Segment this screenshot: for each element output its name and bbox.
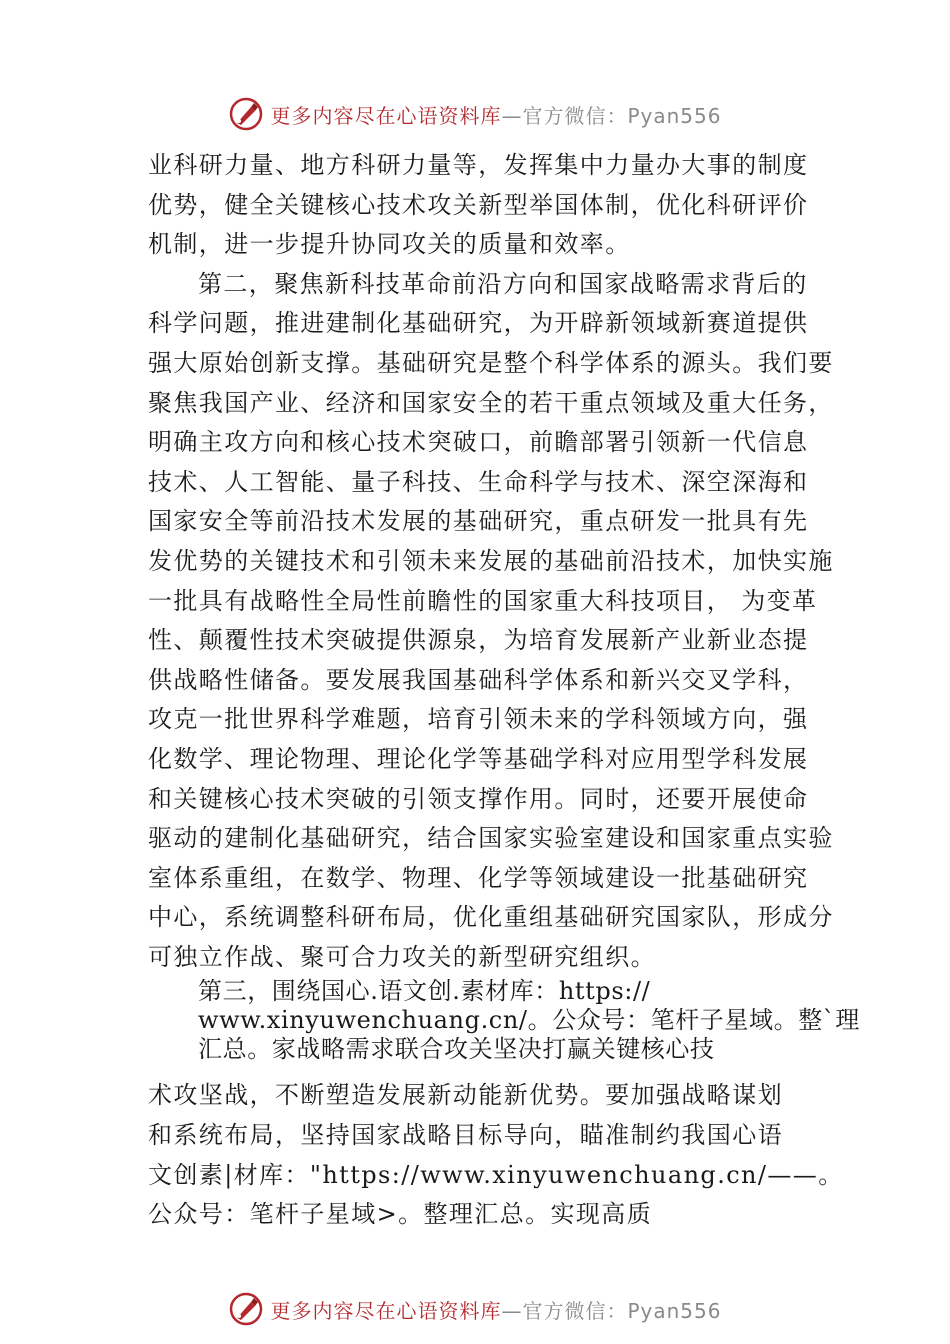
banner-title: 更多内容尽在心语资料库 bbox=[270, 103, 502, 128]
text-line: 汇总。家战略需求联合攻关坚决打赢关键核心技 bbox=[198, 1035, 715, 1064]
text-line: 室体系重组，在数学、物理、化学等领域建设一批基础研究 bbox=[148, 863, 809, 892]
text-line: 化数学、理论物理、理论化学等基础学科对应用型学科发展 bbox=[148, 744, 809, 773]
text-line: 文创素|材库："https://www.xinyuwenchuang.cn/——。 bbox=[148, 1160, 844, 1189]
text-line: 攻克一批世界科学难题，培育引领未来的学科领域方向，强 bbox=[148, 705, 809, 734]
banner-wechat: —官方微信：Pyan556 bbox=[501, 103, 722, 128]
text-line: 机制，进一步提升协同攻关的质量和效率。 bbox=[148, 230, 631, 259]
text-line: 第三，围绕国心.语文创.素材库：https:// bbox=[198, 977, 651, 1006]
banner-wechat: —官方微信：Pyan556 bbox=[501, 1298, 722, 1323]
text-line: 一批具有战略性全局性前瞻性的国家重大科技项目， 为变革 bbox=[148, 586, 818, 615]
pen-nib-logo-icon bbox=[228, 1291, 264, 1327]
text-line: 和关键核心技术突破的引领支撑作用。同时，还要开展使命 bbox=[148, 784, 809, 813]
text-line: 可独立作战、聚可合力攻关的新型研究组织。 bbox=[148, 942, 656, 971]
text-line: 聚焦我国产业、经济和国家安全的若干重点领域及重大任务， bbox=[148, 388, 834, 417]
text-line: 术攻坚战，不断塑造发展新动能新优势。要加强战略谋划 bbox=[148, 1081, 783, 1110]
text-line: 和系统布局，坚持国家战略目标导向，瞄准制约我国心语 bbox=[148, 1121, 783, 1150]
banner-title: 更多内容尽在心语资料库 bbox=[270, 1298, 502, 1323]
text-line: 国家安全等前沿技术发展的基础研究，重点研发一批具有先 bbox=[148, 507, 809, 536]
text-line: 供战略性储备。要发展我国基础科学体系和新兴交叉学科， bbox=[148, 665, 809, 694]
text-line: 驱动的建制化基础研究，结合国家实验室建设和国家重点实验 bbox=[148, 824, 834, 853]
text-line: 性、颠覆性技术突破提供源泉，为培育发展新产业新业态提 bbox=[148, 626, 809, 655]
text-line: 强大原始创新支撑。基础研究是整个科学体系的源头。我们要 bbox=[148, 348, 834, 377]
footer-banner bbox=[0, 1287, 950, 1331]
text-line: 发优势的关键技术和引领未来发展的基础前沿技术，加快实施 bbox=[148, 546, 834, 575]
text-line: 业科研力量、地方科研力量等，发挥集中力量办大事的制度 bbox=[148, 151, 809, 179]
text-line: 明确主攻方向和核心技术突破口，前瞻部署引领新一代信息 bbox=[148, 428, 809, 457]
text-line: 技术、人工智能、量子科技、生命科学与技术、深空深海和 bbox=[148, 467, 809, 496]
text-line: 科学问题，推进建制化基础研究，为开辟新领域新赛道提供 bbox=[148, 309, 809, 338]
header-banner bbox=[0, 92, 950, 136]
text-line: 公众号：笔杆子星域>。整理汇总。实现高质 bbox=[148, 1200, 653, 1229]
document-body bbox=[148, 146, 860, 1235]
text-line: 中心，系统调整科研布局，优化重组基础研究国家队，形成分 bbox=[148, 903, 834, 932]
pen-nib-logo-icon bbox=[228, 96, 264, 132]
spacer bbox=[148, 1064, 828, 1076]
text-line: 第二，聚焦新科技革命前沿方向和国家战略需求背后的 bbox=[198, 269, 808, 298]
text-line: 优势，健全关键核心技术攻关新型举国体制，优化科研评价 bbox=[148, 190, 809, 219]
text-line: www.xinyuwenchuang.cn/。公众号：笔杆子星域。整`理 bbox=[198, 1006, 860, 1035]
